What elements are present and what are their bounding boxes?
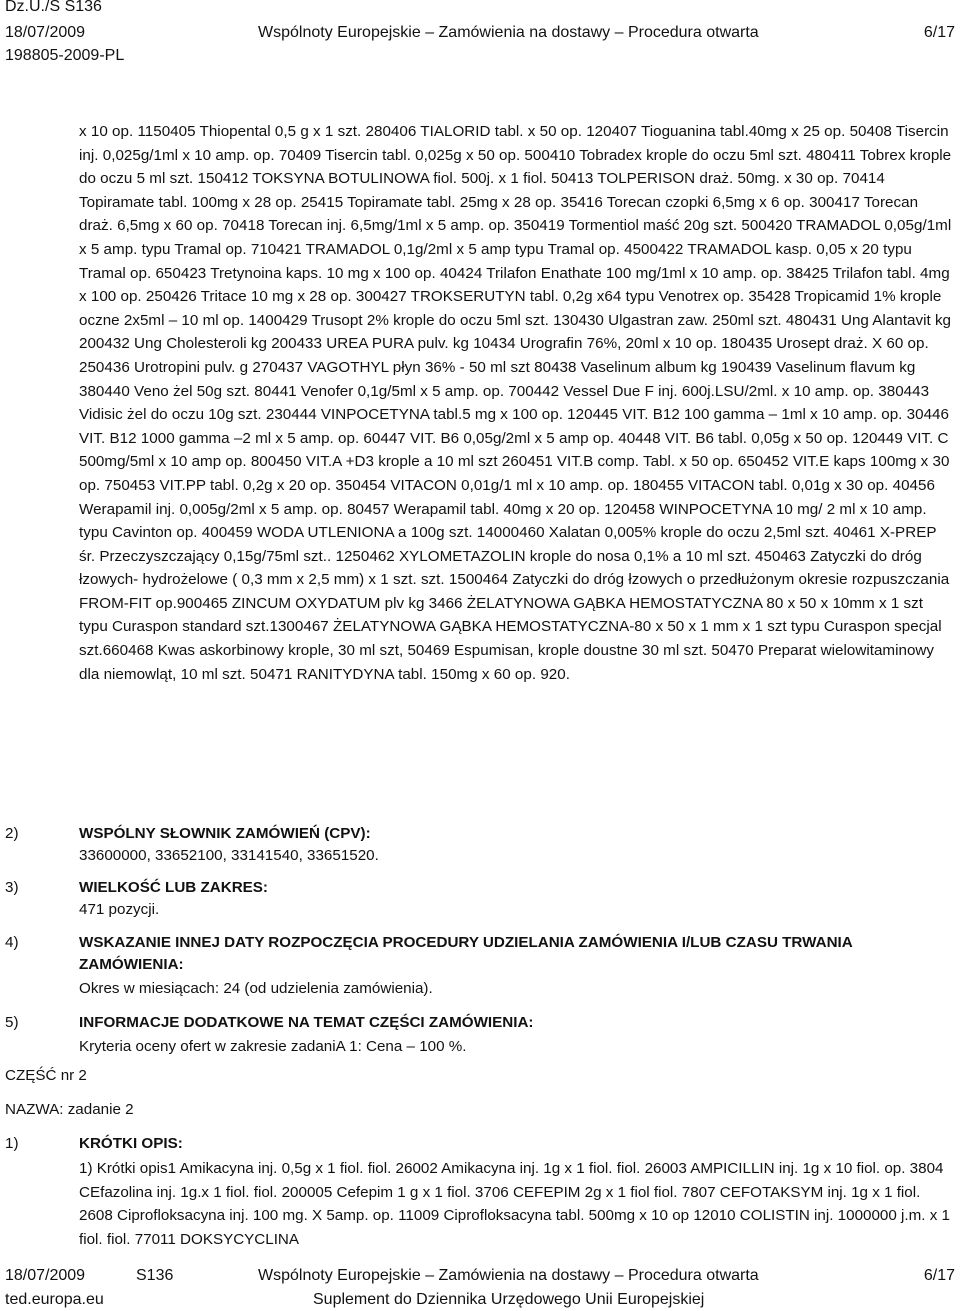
header-page: 6/17 — [923, 24, 955, 41]
section-heading: WSKAZANIE INNEJ DATY ROZPOCZĘCIA PROCEDURY UDZIELANIA ZAMÓWIENIA I/LUB CZASU TRWANIA ZAMÓWIENIA: — [79, 934, 853, 973]
section-number: 4) — [5, 934, 19, 951]
part-label: CZĘŚĆ nr 2 — [5, 1067, 87, 1084]
section-heading: WSPÓLNY SŁOWNIK ZAMÓWIEŃ (CPV): — [79, 825, 371, 842]
section-text: Kryteria oceny ofert w zakresie zadaniA 1: Cena – 100 %. — [79, 1038, 467, 1055]
section-duration — [5, 932, 952, 1000]
section-heading: WIELKOŚĆ LUB ZAKRES: — [79, 879, 268, 896]
item-description: x 10 op. 1150405 Thiopental 0,5 g x 1 szt. 280406 TIALORID tabl. x 50 op. 120407 Tioguanina tabl.40mg x 25 op. 50408 Tisercin inj. 0,025g/1ml x 10 amp. op. 70409 Tisercin tabl. 0,025g x 50 op. 500410 Tobradex krople do oczu 5ml szt. 480411 Tobrex krople do oczu 5 ml szt. 150412 TOKSYNA BOTULINOWA fiol. 500j. x 1 fiol. 50413 TOLPERISON draż. 50mg. x 30 op. 70414 Topiramate tabl. 100mg x 28 op. 25415 Topiramate tabl. 25mg x 28 op. 35416 Torecan czopki 6,5mg x 6 op. 300417 Torecan draż. 6,5mg x 60 op. 70418 Torecan inj. 6,5mg/1ml x 5 amp. op. 350419 Tormentiol maść 20g szt. 500420 TRAMADOL 0,05g/1ml x 5 amp. typu Tramal op. 710421 TRAMADOL 0,1g/2ml x 5 amp typu Tramal op. 4500422 TRAMADOL kasp. 0,05 x 20 typu Tramal op. 650423 Tretynoina kaps. 10 mg x 100 op. 40424 Trilafon Enathate 100 mg/1ml x 10 amp. op. 38425 Trilafon tabl. 4mg x 100 op. 250426 Tritace 10 mg x 28 op. 300427 TROKSERUTYN tabl. 0,2g x64 typu Venotrex op. 35428 Tropicamid 1% krople oczne 2x5ml – 10 ml op. 1400429 Trusopt 2% krople do oczu 5ml szt. 130430 Ulgastran zaw. 250ml szt. 480431 Ung Alantavit kg 200432 Ung Cholesteroli kg 200433 UREA PURA pulv. kg 10434 Urografin 76%, 20ml x 10 op. 180435 Urosept draż. X 60 op. 250436 Urotropini pulv. g 270437 VAGOTHYL płyn 36% - 50 ml szt 80438 Vaselinum album kg 190439 Vaselinum flavum kg 380440 Veno żel 50g szt. 80441 Venofer 0,1g/5ml x 5 amp. op. 700442 Vessel Due F inj. 600j.LSU/2ml. x 10 amp. op. 380443 Vidisic żel do oczu 10g szt. 230444 VINPOCETYNA tabl.5 mg x 100 op. 120445 VIT. B12 100 gamma – 1ml x 10 amp. op. 30446 VIT. B12 1000 gamma –2 ml x 5 amp. op. 60447 VIT. B6 0,05g/2ml x 5 amp op. 40448 VIT. B6 tabl. 0,05g x 50 op. 120449 VIT. C 500mg/5ml x 10 amp op. 800450 VIT.A +D3 krople a 10 ml szt 260451 VIT.B comp. Tabl. x 50 op. 650452 VIT.E kaps 100mg x 30 op. 750453 VIT.PP tabl. 0,2g x 20 op. 350454 VITACON 0,01g/1 ml x 10 amp. op. 180455 VITACON tabl. 0,01g x 30 op. 40456 Werapamil inj. 0,005g/2ml x 5 amp. op. 80457 Werapamil tabl. 40mg x 20 op. 120458 WINPOCETYNA 10 mg/ 2 ml x 10 amp. typu Cavinton op. 400459 WODA UTLENIONA a 100g szt. 14000460 Xalatan 0,005% krople do oczu 2,5ml szt. 40461 X-PREP śr. Przeczyszczający 0,15g/75ml szt.. 1250462 XYLOMETAZOLIN krople do nosa 0,1% a 10 ml szt. 450463 Zatyczki do dróg łzowych- hydrożelowe ( 0,3 mm x 2,5 mm) x 1 szt. szt. 1500464 Zatyczki do dróg łzowych o przedłużonym okresie rozpuszczania FROM-FIT op.900465 ZINCUM OXYDATUM plv kg 3466 ŻELATYNOWA GĄBKA HEMOSTATYCZNA 80 x 50 x 10mm x 1 szt typu Curaspon standard szt.1300467 ŻELATYNOWA GĄBKA HEMOSTATYCZNA-80 x 50 x 1 mm x 1 szt typu Curaspon specjal szt.660468 Kwas askorbinowy krople, 30 ml szt, 50469 Espumisan, krople doustne 30 ml szt. 50470 Preparat wielowitaminowy dla niemowląt, 10 ml szt. 50471 RANITYDYNA tabl. 150mg x 60 op. 920. — [79, 123, 952, 683]
section-number: 3) — [5, 879, 19, 896]
doc-id: Dz.U./S S136 — [5, 0, 102, 15]
header-title: Wspólnoty Europejskie – Zamówienia na dostawy – Procedura otwarta — [258, 24, 759, 41]
section-number: 2) — [5, 825, 19, 842]
section-number: 1) — [5, 1135, 19, 1152]
section-cpv — [5, 823, 952, 867]
footer-supplement: Suplement do Dziennika Urzędowego Unii Europejskiej — [313, 1291, 705, 1308]
part-name: NAZWA: zadanie 2 — [5, 1101, 134, 1118]
footer-row — [5, 1266, 955, 1286]
section-heading: KRÓTKI OPIS: — [79, 1135, 183, 1152]
section-text: 1) Krótki opis1 Amikacyna inj. 0,5g x 1 fiol. fiol. 26002 Amikacyna inj. 1g x 1 fiol. fiol. 26003 AMPICILLIN inj. 1g x 10 fiol. op. 3804 CEfazolina inj. 1g.x 1 fiol. fiol. 200005 Cefepim 1 g x 1 fiol. 3706 CEFEPIM 2g x 1 fiol fiol. 7807 CEFOTAKSYM inj. 1g x 1 fiol. 2608 Ciprofloksacyna inj. 100 mg. X 5amp. op. 11009 Ciprofloksacyna tabl. 500mg x 10 op 12010 COLISTIN inj. 1000000 j.m. x 1 fiol. fiol. 77011 DOKSYCYCLINA — [79, 1160, 950, 1248]
footer-site[interactable]: ted.europa.eu — [5, 1291, 104, 1308]
section-additional-info — [5, 1012, 952, 1058]
footer-page: 6/17 — [923, 1267, 955, 1284]
notice-number: 198805-2009-PL — [5, 47, 125, 64]
footer-row-2 — [5, 1290, 955, 1310]
header-row — [5, 23, 955, 43]
section-text: Okres w miesiącach: 24 (od udzielenia zamówienia). — [79, 980, 433, 997]
section-number: 5) — [5, 1014, 19, 1031]
section-scope — [5, 877, 952, 921]
footer-title: Wspólnoty Europejskie – Zamówienia na dostawy – Procedura otwarta — [258, 1267, 759, 1284]
section-short-description — [5, 1133, 952, 1251]
section-text: 33600000, 33652100, 33141540, 33651520. — [79, 847, 379, 864]
section-heading: INFORMACJE DODATKOWE NA TEMAT CZĘŚCI ZAMÓWIENIA: — [79, 1014, 534, 1031]
header-date: 18/07/2009 — [5, 24, 86, 41]
footer-series: S136 — [136, 1267, 174, 1284]
footer-date: 18/07/2009 — [5, 1267, 86, 1284]
section-text: 471 pozycji. — [79, 901, 160, 918]
